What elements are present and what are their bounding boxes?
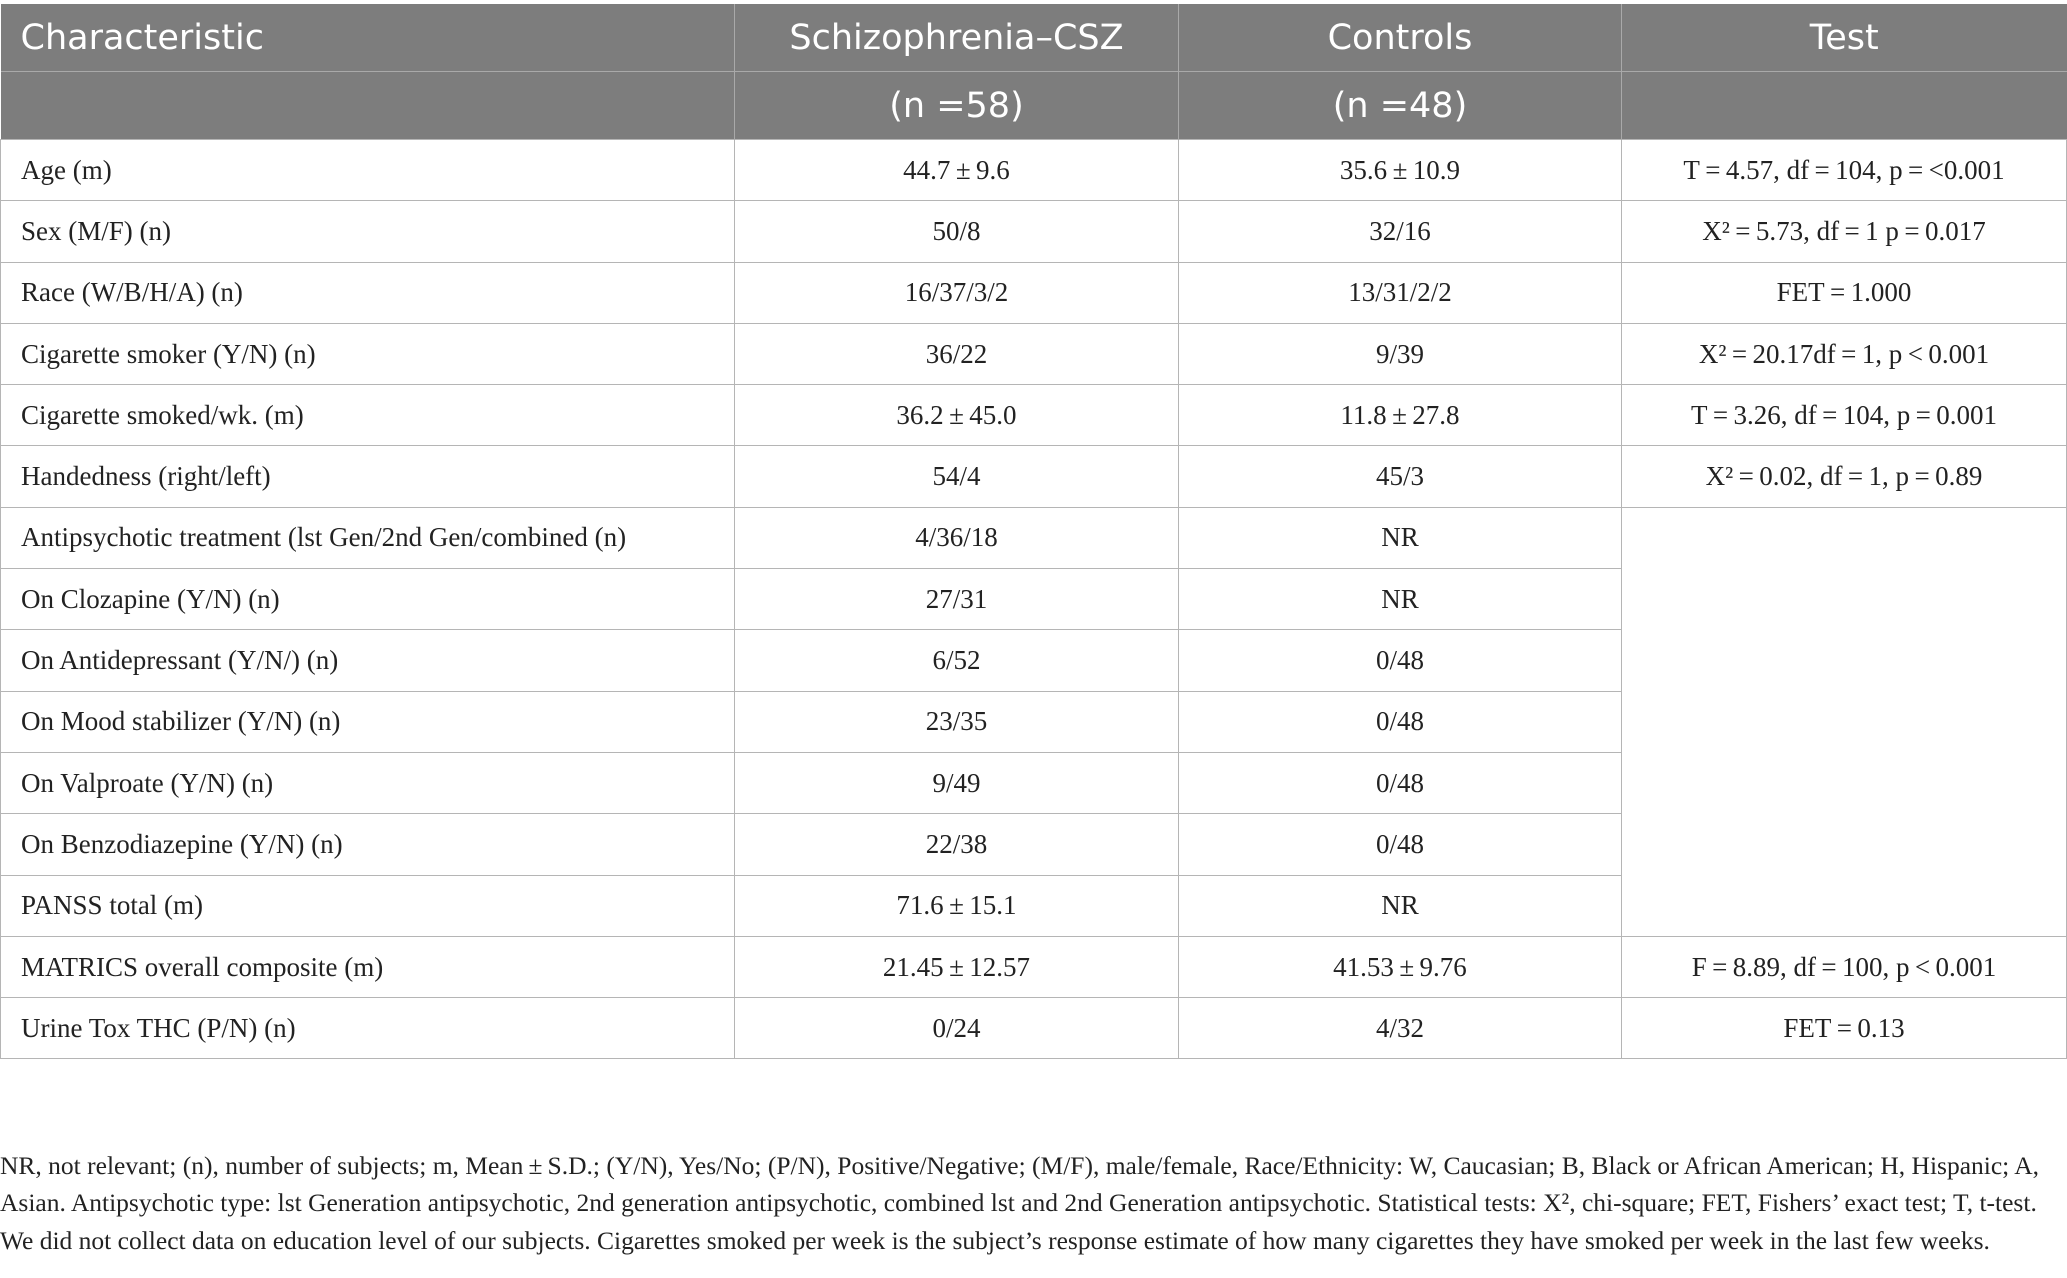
cell-csz: 36/22: [735, 323, 1179, 384]
table-row: [1, 936, 2067, 997]
table-footnote: NR, not relevant; (n), number of subjects; m, Mean ± S.D.; (Y/N), Yes/No; (P/N), Positive/Negative; (M/F), male/female, Race/Ethnicity: W, Caucasian; B, Black or African American; H, Hispanic; A, Asian. Antipsychotic type: lst Generation antipsychotic, 2nd generation antipsychotic, combined lst and 2nd Generation antipsychotic. Statistical tests: X², chi-square; FET, Fishers’ exact test; T, t-test. We did not collect data on education level of our subjects. Cigarettes smoked per week is the subject’s response estimate of how many cigarettes they have smoked per week in the last few weeks.: [0, 1150, 2040, 1255]
table-header: [1, 4, 2067, 140]
cell-test: X² = 5.73, df = 1 p = 0.017: [1622, 201, 2067, 262]
cell-csz: 6/52: [735, 630, 1179, 691]
cell-characteristic: Cigarette smoked/wk. (m): [1, 385, 735, 446]
cell-controls: 45/3: [1179, 446, 1622, 507]
cell-characteristic: On Mood stabilizer (Y/N) (n): [1, 691, 735, 752]
cell-characteristic: PANSS total (m): [1, 875, 735, 936]
table-row: [1, 140, 2067, 201]
table-row: [1, 507, 2067, 568]
cell-characteristic: Handedness (right/left): [1, 446, 735, 507]
cell-test: FET = 1.000: [1622, 262, 2067, 323]
column-subheader-blank: [1, 72, 735, 140]
table-row: [1, 446, 2067, 507]
cell-csz: 16/37/3/2: [735, 262, 1179, 323]
table-row: [1, 998, 2067, 1059]
cell-csz: 9/49: [735, 752, 1179, 813]
cell-controls: 0/48: [1179, 630, 1622, 691]
cell-csz: 21.45 ± 12.57: [735, 936, 1179, 997]
group-size-label: (n =48): [1332, 85, 1468, 126]
cell-characteristic: MATRICS overall composite (m): [1, 936, 735, 997]
cell-controls: 0/48: [1179, 691, 1622, 752]
column-header-test: Test: [1622, 4, 2067, 72]
cell-csz: 22/38: [735, 814, 1179, 875]
cell-controls: NR: [1179, 569, 1622, 630]
header-subrow: [1, 72, 2067, 140]
cell-controls: 35.6 ± 10.9: [1179, 140, 1622, 201]
column-subheader-schizophrenia-n: [735, 72, 1179, 140]
cell-test: T = 3.26, df = 104, p = 0.001: [1622, 385, 2067, 446]
cell-controls: NR: [1179, 507, 1622, 568]
cell-test: FET = 0.13: [1622, 998, 2067, 1059]
cell-controls: 13/31/2/2: [1179, 262, 1622, 323]
column-header-controls: Controls: [1179, 4, 1622, 72]
cell-csz: 23/35: [735, 691, 1179, 752]
cell-characteristic: On Benzodiazepine (Y/N) (n): [1, 814, 735, 875]
demographics-table: [0, 4, 2067, 1059]
cell-characteristic: Urine Tox THC (P/N) (n): [1, 998, 735, 1059]
cell-csz: 27/31: [735, 569, 1179, 630]
cell-characteristic: On Antidepressant (Y/N/) (n): [1, 630, 735, 691]
table-row: [1, 201, 2067, 262]
cell-csz: 44.7 ± 9.6: [735, 140, 1179, 201]
cell-test: F = 8.89, df = 100, p < 0.001: [1622, 936, 2067, 997]
cell-characteristic: Age (m): [1, 140, 735, 201]
column-header-schizophrenia: Schizophrenia–CSZ: [735, 4, 1179, 72]
cell-characteristic: Cigarette smoker (Y/N) (n): [1, 323, 735, 384]
cell-controls: 0/48: [1179, 752, 1622, 813]
cell-csz: 54/4: [735, 446, 1179, 507]
table-row: [1, 323, 2067, 384]
column-header-characteristic: Characteristic: [1, 4, 735, 72]
header-row: [1, 4, 2067, 72]
cell-controls: 0/48: [1179, 814, 1622, 875]
cell-csz: 71.6 ± 15.1: [735, 875, 1179, 936]
column-subheader-test-blank: [1622, 72, 2067, 140]
cell-controls: 32/16: [1179, 201, 1622, 262]
cell-controls: 9/39: [1179, 323, 1622, 384]
cell-test: T = 4.57, df = 104, p = <0.001: [1622, 140, 2067, 201]
cell-characteristic: Race (W/B/H/A) (n): [1, 262, 735, 323]
table-row: [1, 385, 2067, 446]
cell-controls: 4/32: [1179, 998, 1622, 1059]
cell-csz: 50/8: [735, 201, 1179, 262]
cell-controls: NR: [1179, 875, 1622, 936]
cell-characteristic: Sex (M/F) (n): [1, 201, 735, 262]
cell-characteristic: On Clozapine (Y/N) (n): [1, 569, 735, 630]
cell-csz: 36.2 ± 45.0: [735, 385, 1179, 446]
cell-csz: 0/24: [735, 998, 1179, 1059]
cell-test: X² = 0.02, df = 1, p = 0.89: [1622, 446, 2067, 507]
table-row: [1, 262, 2067, 323]
demographics-table-container: [0, 4, 2066, 1059]
cell-test-empty-span: [1622, 507, 2067, 936]
cell-characteristic: On Valproate (Y/N) (n): [1, 752, 735, 813]
cell-csz: 4/36/18: [735, 507, 1179, 568]
cell-test: X² = 20.17df = 1, p < 0.001: [1622, 323, 2067, 384]
table-body: [1, 140, 2067, 1059]
cell-controls: 11.8 ± 27.8: [1179, 385, 1622, 446]
column-subheader-controls-n: [1179, 72, 1622, 140]
cell-controls: 41.53 ± 9.76: [1179, 936, 1622, 997]
group-size-label: (n =58): [889, 85, 1024, 126]
cell-characteristic: Antipsychotic treatment (lst Gen/2nd Gen/combined (n): [1, 507, 735, 568]
